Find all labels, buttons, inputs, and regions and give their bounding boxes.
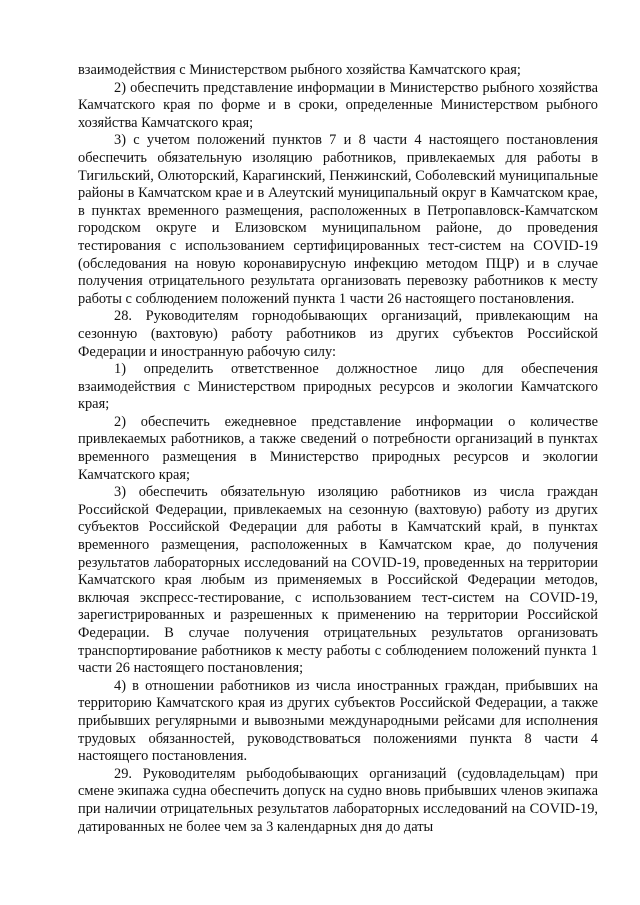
paragraph-4-clause: 28. Руководителям горнодобывающих организаций, привлекающим на сезонную (вахтовую) работу работников из других субъектов Российской Федерации и иностранную рабочую силу: — [78, 308, 598, 360]
paragraph-2-item: 2) обеспечить представление информации в Министерство рыбного хозяйства Камчатского края по форме и в сроки, определенные Министерством рыбного хозяйства Камчатского края; — [78, 79, 598, 131]
paragraph-9-clause: 29. Руководителям рыбодобывающих организаций (судовладельцам) при смене экипажа судна обеспечить допуск на судно вновь прибывших членов экипажа при наличии отрицательных результатов лабораторных исследований на COVID-19, датированных не более чем за 3 календарных дня до даты — [78, 765, 598, 835]
paragraph-8-item: 4) в отношении работников из числа иностранных граждан, прибывших на территорию Камчатского края из других субъектов Российской Федерации, а также прибывших регулярными и вывозными международными рейсами для исполнения трудовых обязанностей, руководствоваться положениями пункта 8 части 4 настоящего постановления. — [78, 677, 598, 765]
paragraph-5-item: 1) определить ответственное должностное лицо для обеспечения взаимодействия с Министерством природных ресурсов и экологии Камчатского края; — [78, 361, 598, 413]
paragraph-6-item: 2) обеспечить ежедневное представление информации о количестве привлекаемых работников, а также сведений о потребности организаций в пунктах временного размещения в Министерство природных ресурсов и экологии Камчатского края; — [78, 413, 598, 483]
paragraph-1-fragment: взаимодействия с Министерством рыбного хозяйства Камчатского края; — [78, 62, 521, 78]
paragraph-7-item: 3) обеспечить обязательную изоляцию работников из числа граждан Российской Федерации, привлекаемых на сезонную (вахтовую) работу из других субъектов Российской Федерации для работы в Камчатский край, в пунктах временного размещения, расположенных в Камчатском крае, до получения результатов лабораторных исследований на COVID-19, проведенных на территории Камчатского края любым из применяемых в Российской Федерации методов, включая экспресс-тестирование, с использованием тест-систем на COVID-19, зарегистрированных и разрешенных к применению на территории Российской Федерации. В случае получения отрицательных результатов организовать транспортирование работников к месту работы с соблюдением положений пункта 1 части 26 настоящего постановления; — [78, 484, 598, 677]
document-body — [78, 62, 598, 836]
paragraph-3-item: 3) с учетом положений пунктов 7 и 8 части 4 настоящего постановления обеспечить обязательную изоляцию работников, привлекаемых для работы в Тигильский, Олюторский, Карагинский, Пенжинский, Соболевский муниципальные районы в Камчатском крае и в Алеутский муниципальный округ в Камчатском крае, в пунктах временного размещения, расположенных в Петропавловск-Камчатском городском округе и Елизовском муниципальном районе, до проведения тестирования с использованием сертифицированных тест-систем на COVID-19 (обследования на новую коронавирусную инфекцию методом ПЦР) и в случае получения отрицательного результата организовать перевозку работников к месту работы с соблюдением положений пункта 1 части 26 настоящего постановления. — [78, 132, 598, 307]
